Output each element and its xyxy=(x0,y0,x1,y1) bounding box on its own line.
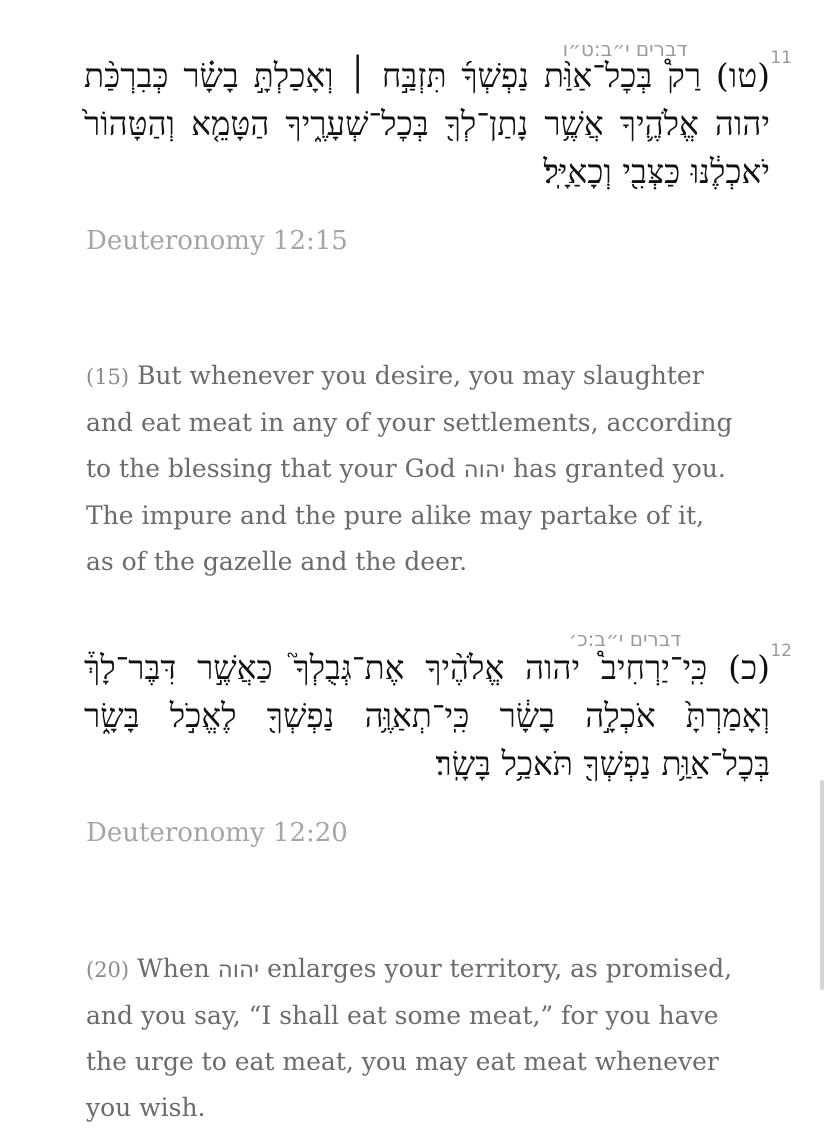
scrollbar[interactable] xyxy=(820,780,824,990)
verse-number: 11 xyxy=(770,48,792,68)
english-text-segment: has granted you. The impure and the pure alike may partake of it, as of the gazelle and the deer. xyxy=(86,454,726,576)
english-verse-text xyxy=(86,353,736,585)
english-text-segment: But whenever you desire, you may slaughter and eat meat in any of your settlements, according to the blessing that your God xyxy=(86,361,733,483)
english-text-segment: When xyxy=(137,954,210,983)
hebrew-reference[interactable]: דברים י״ב:כ׳ xyxy=(568,627,682,651)
english-verse-number: (20) xyxy=(86,958,130,982)
english-verse-text xyxy=(86,946,736,1131)
english-verse-number: (15) xyxy=(86,365,130,389)
hebrew-verse-text: (טו) רַק֩ בְּכׇל־אַוַּ֨ת נַפְשְׁךָ֜ תִּזְבַּ֣ח ׀ וְאָכַלְתָּ֣ בָשָׂ֗ר כְּבִרְכַּ֨ת יהוה אֱלֹהֶ֛יךָ אֲשֶׁ֥ר נָתַן־לְךָ֖ בְּכׇל־שְׁעָרֶ֑יךָ הַטָּמֵ֤א וְהַטָּהוֹר֙ יֹאכְלֶ֔נּוּ כַּצְּבִ֖י וְכָאַיָּֽל׃ xyxy=(84,56,770,191)
verse-number: 12 xyxy=(770,641,792,661)
english-text-segment: enlarges your territory, as promised, and you say, “I shall eat some meat,” for you have the urge to eat meat, you may eat meat whenever you wish. xyxy=(86,954,733,1122)
hebrew-reference[interactable]: דברים י״ב:ט״ו xyxy=(562,37,688,61)
divine-name: יהוה xyxy=(463,457,506,483)
english-reference[interactable]: Deuteronomy 12:15 xyxy=(86,226,348,256)
english-reference[interactable]: Deuteronomy 12:20 xyxy=(86,818,348,848)
divine-name: יהוה xyxy=(217,957,260,983)
hebrew-verse-text: (כ) כִּֽי־יַרְחִיב֩ יהוה אֱלֹהֶ֨יךָ אֶת־גְּבֻלְךָ֮ כַּאֲשֶׁ֣ר דִּבֶּר־לָךְ֒ וְאָמַרְתָּ֙ אֹכְלָ֣ה בָשָׂ֔ר כִּֽי־תְאַוֶּ֥ה נַפְשְׁךָ֖ לֶאֱכֹ֣ל בָּשָׂ֑ר בְּכׇל־אַוַּ֥ת נַפְשְׁךָ֖ תֹּאכַ֥ל בָּשָֽׂר׃ xyxy=(84,648,770,783)
